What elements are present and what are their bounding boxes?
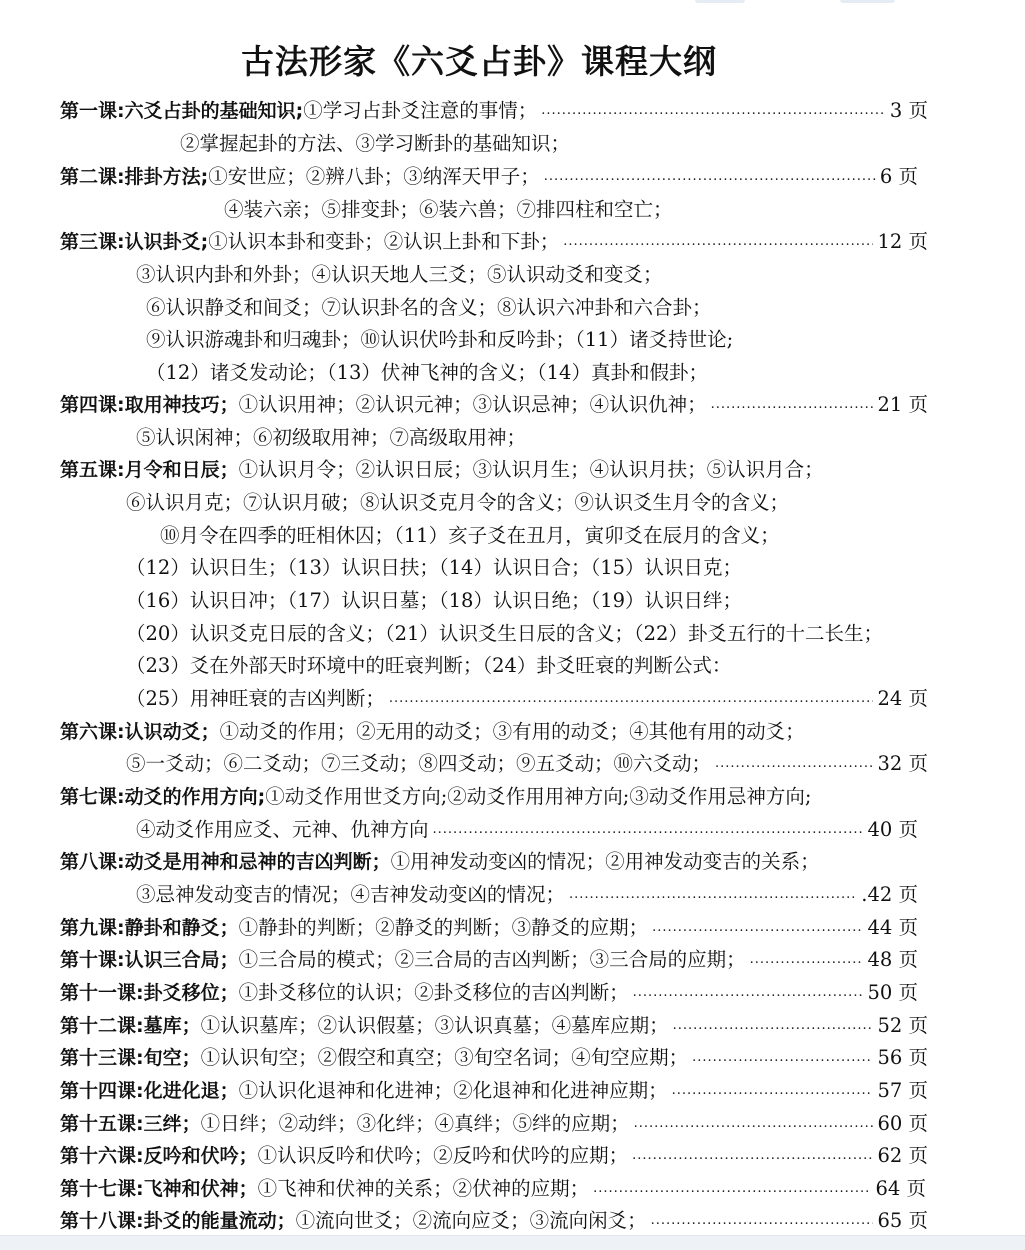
toc-line <box>60 783 811 811</box>
lesson-topics: ⑥认识静爻和间爻；⑦认识卦名的含义；⑧认识六冲卦和六合卦； <box>146 296 712 319</box>
lesson-topics: ⑩月令在四季的旺相休囚；（11）亥子爻在丑月，寅卯爻在辰月的含义； <box>160 524 780 547</box>
lesson-topics: ⑤一爻动；⑥二爻动；⑦三爻动；⑧四爻动；⑨五爻动；⑩六爻动； <box>126 752 712 775</box>
toc-line <box>60 97 928 125</box>
dot-leader <box>544 167 876 187</box>
lesson-topics: （25）用神旺衰的吉凶判断； <box>126 687 385 710</box>
lesson-title: 第十二课:墓库； <box>60 1015 201 1037</box>
toc-line <box>60 1207 928 1235</box>
toc-line <box>136 816 918 844</box>
lesson-title: 第十三课:旬空； <box>60 1047 201 1069</box>
page-number: 6 页 <box>879 165 918 188</box>
lesson-topics: ①学习占卦爻注意的事情； <box>303 99 538 122</box>
lesson-topics: （12）认识日生；（13）认识日扶；（14）认识日合；（15）认识日克； <box>126 556 743 579</box>
toc-line <box>160 522 780 550</box>
toc-line <box>126 620 883 648</box>
lesson-title: 第十六课:反吟和伏吟； <box>60 1145 258 1167</box>
lesson-topics: ①动爻的作用；②无用的动爻；③有用的动爻；④其他有用的动爻； <box>219 720 805 743</box>
lesson-topics: ③认识内卦和外卦；④认识天地人三爻；⑤认识动爻和变爻； <box>136 263 663 286</box>
lesson-topics: ①安世应；②辨八卦；③纳浑天甲子； <box>208 165 540 188</box>
page-number: 12 页 <box>877 230 928 253</box>
toc-line <box>60 391 928 419</box>
toc-line <box>60 914 918 942</box>
lesson-topics: ①流向世爻；②流向应爻；③流向闲爻； <box>295 1209 647 1232</box>
dot-leader <box>633 983 864 1003</box>
dot-leader <box>651 1211 874 1231</box>
lesson-topics: ④动爻作用应爻、元神、仇神方向 <box>136 818 429 841</box>
toc-line <box>60 1044 928 1072</box>
dot-leader <box>632 1146 873 1166</box>
dot-leader <box>672 1081 874 1101</box>
lesson-title: 第五课:月令和日辰； <box>60 459 239 481</box>
page-number: 21 页 <box>877 393 928 416</box>
dot-leader <box>563 232 873 252</box>
toc-line <box>136 881 918 909</box>
lesson-topics: ②掌握起卦的方法、③学习断卦的基础知识； <box>180 132 571 155</box>
page-number: 48 页 <box>867 948 918 971</box>
page-number: 3 页 <box>889 99 928 122</box>
dot-leader <box>433 820 864 840</box>
toc-line <box>224 196 673 224</box>
toc-line <box>60 979 918 1007</box>
page-number: 24 页 <box>877 687 928 710</box>
page-number: 64 页 <box>875 1177 926 1200</box>
lesson-topics: ①卦爻移位的认识；②卦爻移位的吉凶判断； <box>238 981 629 1004</box>
lesson-topics: （20）认识爻克日辰的含义；（21）认识爻生日辰的含义；（22）卦爻五行的十二长生； <box>126 622 883 645</box>
lesson-topics: ①认识用神；②认识元神；③认识忌神；④认识仇神； <box>238 393 707 416</box>
lesson-title: 第二课:排卦方法; <box>60 166 209 188</box>
bottom-strip <box>0 1235 1025 1250</box>
lesson-title: 第八课:动爻是用神和忌神的吉凶判断； <box>60 851 391 873</box>
page-number: 32 页 <box>877 752 928 775</box>
lesson-topics: ⑨认识游魂卦和归魂卦；⑩认识伏吟卦和反吟卦；（11）诸爻持世论; <box>146 328 734 351</box>
lesson-title: 第十七课:飞神和伏神； <box>60 1178 258 1200</box>
lesson-topics: ①动爻作用世爻方向;②动爻作用用神方向;③动爻作用忌神方向; <box>265 785 812 808</box>
toc-line <box>146 326 733 354</box>
toc-line <box>126 685 928 713</box>
toc-line <box>60 1012 928 1040</box>
lesson-title: 第九课:静卦和静爻； <box>60 917 239 939</box>
toc-line <box>60 228 928 256</box>
page-number: 60 页 <box>877 1112 928 1135</box>
lesson-topics: ①用神发动变凶的情况；②用神发动变吉的关系； <box>390 850 820 873</box>
dot-leader <box>593 1179 871 1199</box>
lesson-topics: （16）认识日冲；（17）认识日墓；（18）认识日绝；（19）认识日绊； <box>126 589 743 612</box>
dot-leader <box>652 918 863 938</box>
lesson-topics: ①日绊；②动绊；③化绊；④真绊；⑤绊的应期； <box>200 1112 630 1135</box>
lesson-title: 第六课:认识动爻； <box>60 721 220 743</box>
toc-line <box>146 294 712 322</box>
dot-leader <box>541 101 886 121</box>
lesson-topics: ①认识月令；②认识日辰；③认识月生；④认识月扶；⑤认识月合； <box>238 458 824 481</box>
toc-line <box>60 848 820 876</box>
page-number: .42 页 <box>861 883 918 906</box>
lesson-topics: ①认识墓库；②认识假墓；③认识真墓；④墓库应期； <box>200 1014 669 1037</box>
toc-line <box>136 424 526 452</box>
lesson-topics: ④装六亲；⑤排变卦；⑥装六兽；⑦排四柱和空亡； <box>224 198 673 221</box>
dot-leader <box>569 885 857 905</box>
dot-leader <box>750 950 864 970</box>
lesson-title: 第十八课:卦爻的能量流动； <box>60 1210 296 1232</box>
page-number: 62 页 <box>877 1144 928 1167</box>
toc-line <box>60 718 805 746</box>
lesson-title: 第十五课:三绊； <box>60 1113 201 1135</box>
toc-line <box>126 489 789 517</box>
toc-line <box>126 652 731 680</box>
lesson-topics: ①三合局的模式；②三合局的吉凶判断；③三合局的应期； <box>238 948 746 971</box>
lesson-topics: ⑤认识闲神；⑥初级取用神；⑦高级取用神； <box>136 426 527 449</box>
toc-line <box>126 587 742 615</box>
lesson-topics: ①认识旬空；②假空和真空；③旬空名词；④旬空应期； <box>200 1046 689 1069</box>
toc-line <box>60 1175 926 1203</box>
toc-line <box>136 261 663 289</box>
lesson-topics: ①飞神和伏神的关系；②伏神的应期； <box>257 1177 590 1200</box>
dot-leader <box>634 1114 874 1134</box>
page-number: 56 页 <box>877 1046 928 1069</box>
page-number: 40 页 <box>867 818 918 841</box>
lesson-topics: （12）诸爻发动论；（13）伏神飞神的含义；（14）真卦和假卦； <box>146 361 708 384</box>
dot-leader <box>715 754 873 774</box>
page-number: 57 页 <box>877 1079 928 1102</box>
lesson-title: 第十四课:化进化退； <box>60 1080 239 1102</box>
toc-line <box>60 163 918 191</box>
page-number: 44 页 <box>867 916 918 939</box>
lesson-topics: ⑥认识月克；⑦认识月破；⑧认识爻克月令的含义；⑨认识爻生月令的含义； <box>126 491 790 514</box>
dot-leader <box>389 689 874 709</box>
toc-line <box>126 554 742 582</box>
lesson-title: 第一课:六爻占卦的基础知识; <box>60 100 304 122</box>
lesson-topics: ①认识本卦和变卦；②认识上卦和下卦； <box>208 230 560 253</box>
lesson-title: 第三课:认识卦爻; <box>60 231 209 253</box>
lesson-title: 第十一课:卦爻移位； <box>60 982 239 1004</box>
lesson-topics: ③忌神发动变吉的情况；④吉神发动变凶的情况； <box>136 883 566 906</box>
toc-line <box>180 130 570 158</box>
toc-line <box>146 359 708 387</box>
page-title: 古法形家《六爻占卦》课程大纲 <box>241 42 717 81</box>
dot-leader <box>692 1048 873 1068</box>
lesson-topics: ①认识化退神和化进神；②化退神和化进神应期； <box>238 1079 668 1102</box>
lesson-topics: （23）爻在外部天时环境中的旺衰判断；（24）卦爻旺衰的判断公式： <box>126 654 732 677</box>
lesson-title: 第七课:动爻的作用方向; <box>60 786 266 808</box>
lesson-topics: ①静卦的判断；②静爻的判断；③静爻的应期； <box>238 916 649 939</box>
lesson-title: 第四课:取用神技巧； <box>60 394 239 416</box>
toc-line <box>126 750 928 778</box>
page-number: 52 页 <box>877 1014 928 1037</box>
page-number: 50 页 <box>867 981 918 1004</box>
toc-line <box>60 1077 928 1105</box>
lesson-topics: ①认识反吟和伏吟；②反吟和伏吟的应期； <box>257 1144 629 1167</box>
lesson-title: 第十课:认识三合局； <box>60 949 239 971</box>
toc-line <box>60 1110 928 1138</box>
page-number: 65 页 <box>877 1209 928 1232</box>
toc-line <box>60 1142 928 1170</box>
toc-line <box>60 456 824 484</box>
dot-leader <box>673 1016 874 1036</box>
dot-leader <box>711 395 874 415</box>
toc-line <box>60 946 918 974</box>
